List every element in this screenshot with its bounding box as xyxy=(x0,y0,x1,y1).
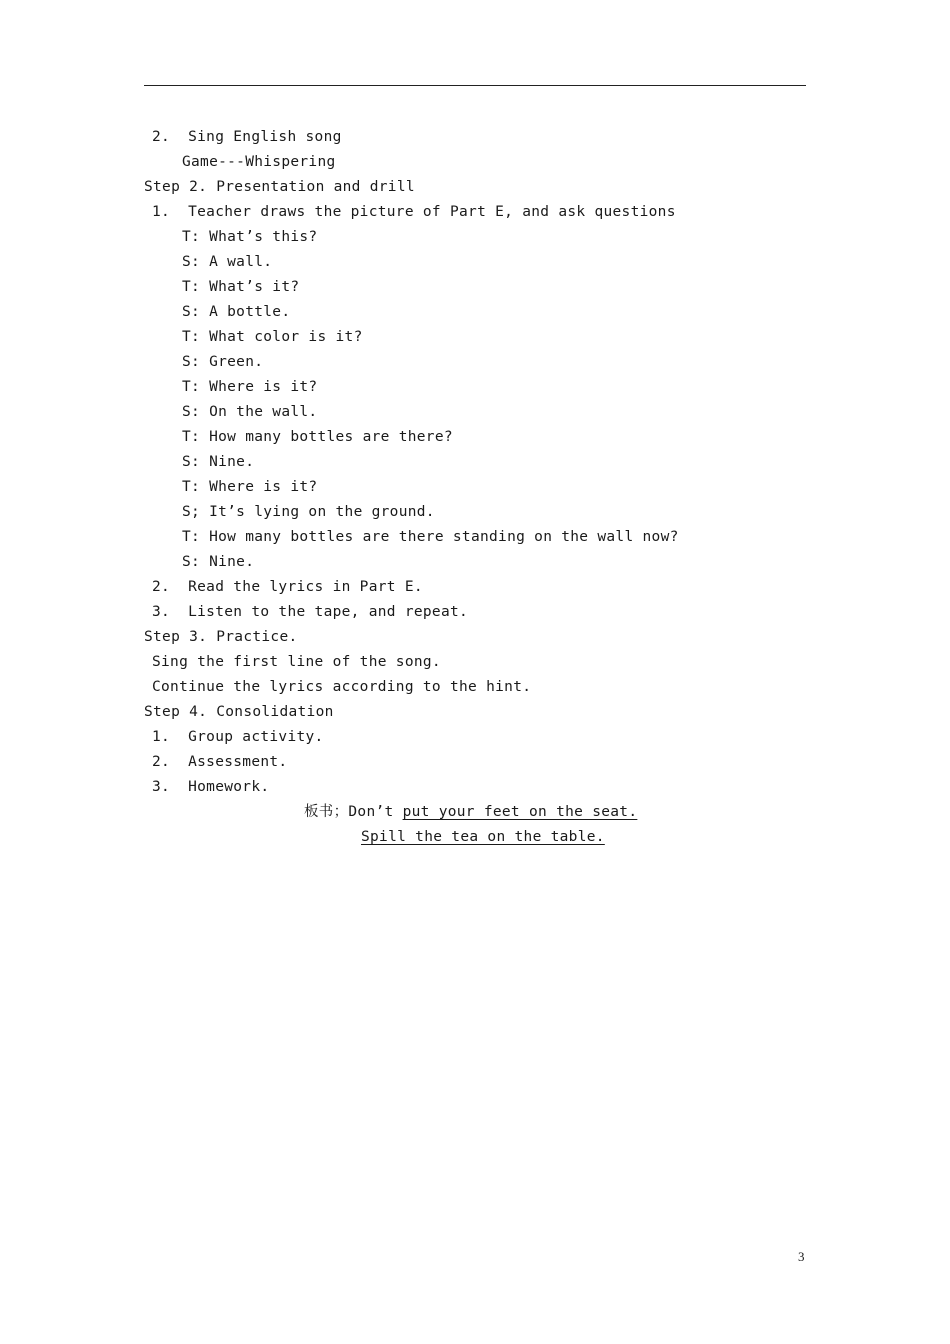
dialogue-line: S; It’s lying on the ground. xyxy=(182,504,435,520)
item-homework: 3. Homework. xyxy=(152,779,270,795)
dialogue-line: T: What’s this? xyxy=(182,229,318,245)
header-rule xyxy=(144,85,806,86)
step-3-heading: Step 3. Practice. xyxy=(144,629,298,645)
page-number: 3 xyxy=(798,1249,805,1264)
item-sing-song: 2. Sing English song xyxy=(152,129,342,145)
dialogue-line: T: What color is it? xyxy=(182,329,363,345)
dialogue-line: T: How many bottles are there? xyxy=(182,429,453,445)
item-teacher-draws: 1. Teacher draws the picture of Part E, and ask questions xyxy=(152,204,676,220)
item-read-lyrics: 2. Read the lyrics in Part E. xyxy=(152,579,423,595)
practice-line: Continue the lyrics according to the hint. xyxy=(152,679,532,695)
dialogue-line: S: Green. xyxy=(182,354,264,370)
dialogue-line: S: A bottle. xyxy=(182,304,291,320)
board-underlined-1: put your feet on the seat. xyxy=(402,804,638,820)
step-2-heading: Step 2. Presentation and drill xyxy=(144,179,415,195)
item-assessment: 2. Assessment. xyxy=(152,754,288,770)
board-underlined-2: Spill the tea on the table. xyxy=(361,829,605,845)
board-prefix: 板书；Don’t xyxy=(304,804,403,820)
board-line-1 xyxy=(304,803,637,821)
item-listen-tape: 3. Listen to the tape, and repeat. xyxy=(152,604,469,620)
dialogue-line: T: How many bottles are there standing on the wall now? xyxy=(182,529,679,545)
dialogue-line: S: Nine. xyxy=(182,554,255,570)
dialogue-line: S: A wall. xyxy=(182,254,273,270)
dialogue-line: T: Where is it? xyxy=(182,379,318,395)
dialogue-line: S: Nine. xyxy=(182,454,255,470)
game-line: Game---Whispering xyxy=(182,154,336,170)
item-group-activity: 1. Group activity. xyxy=(152,729,324,745)
dialogue-line: T: What’s it? xyxy=(182,279,300,295)
practice-line: Sing the first line of the song. xyxy=(152,654,441,670)
step-4-heading: Step 4. Consolidation xyxy=(144,704,334,720)
board-line-2 xyxy=(361,828,605,846)
dialogue-line: T: Where is it? xyxy=(182,479,318,495)
dialogue-line: S: On the wall. xyxy=(182,404,318,420)
